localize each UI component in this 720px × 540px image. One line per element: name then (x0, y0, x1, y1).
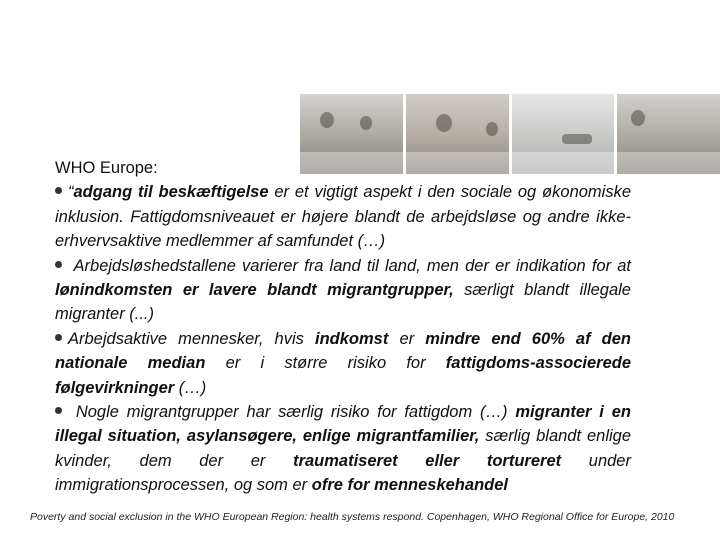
text-run: “ (68, 183, 74, 202)
bullet-dot-icon (55, 261, 62, 268)
text-run: fattigdoms-associerede følgevirkninger (55, 354, 632, 397)
text-run: Nogle migrantgrupper har særlig risiko for fattigdom (…) (68, 403, 516, 422)
bullet-paragraph (55, 327, 631, 400)
text-run: særligt blandt illegale migranter (...) (55, 281, 631, 324)
bullet-dot-icon (55, 187, 62, 194)
photo-worker (617, 94, 720, 174)
bullet-dot-icon (55, 407, 62, 414)
text-run: Arbejdsaktive mennesker, hvis (68, 329, 315, 348)
text-run: er et vigtigt aspekt i den sociale og økonomiske inklusion. Fattigdomsniveauet er højere blandt de arbejdsløse og andre ikke-erhvervsaktive medlemmer af samfundet (…) (55, 183, 632, 251)
text-run: Arbejdsløshedstallene varierer fra land til land, men der er indikation for at (68, 256, 631, 275)
text-run: migranter i en illegal situation, asylansøgere, enlige migrantfamilier, (55, 403, 631, 446)
bullet-list (55, 180, 631, 497)
bullet-dot-icon (55, 334, 62, 341)
text-run: adgang til beskæftigelse (73, 183, 269, 202)
text-run: særlig blandt enlige kvinder, dem der er (55, 427, 632, 470)
slide-header: WHO Europe: (55, 159, 158, 177)
text-run: lønindkomsten er lavere blandt migrantgrupper, (55, 281, 454, 300)
bullet-paragraph (55, 254, 631, 327)
text-run: traumatiseret eller tortureret (293, 451, 562, 470)
source-citation: Poverty and social exclusion in the WHO European Region: health systems respond. Copenhagen, WHO Regional Office for Europe, 2010 (30, 511, 675, 523)
text-run: indkomst (315, 329, 389, 348)
bullet-paragraph (55, 400, 631, 498)
text-run: er i større risiko for (205, 354, 446, 373)
text-run: ofre for menneskehandel (311, 476, 508, 495)
text-run: er (388, 329, 426, 348)
text-run: mindre end 60% af den nationale median (55, 329, 631, 373)
slide-body (55, 156, 631, 498)
text-run: (…) (174, 378, 207, 397)
text-run: under immigrationsprocessen, og som er (55, 451, 631, 495)
bullet-paragraph (55, 180, 631, 253)
